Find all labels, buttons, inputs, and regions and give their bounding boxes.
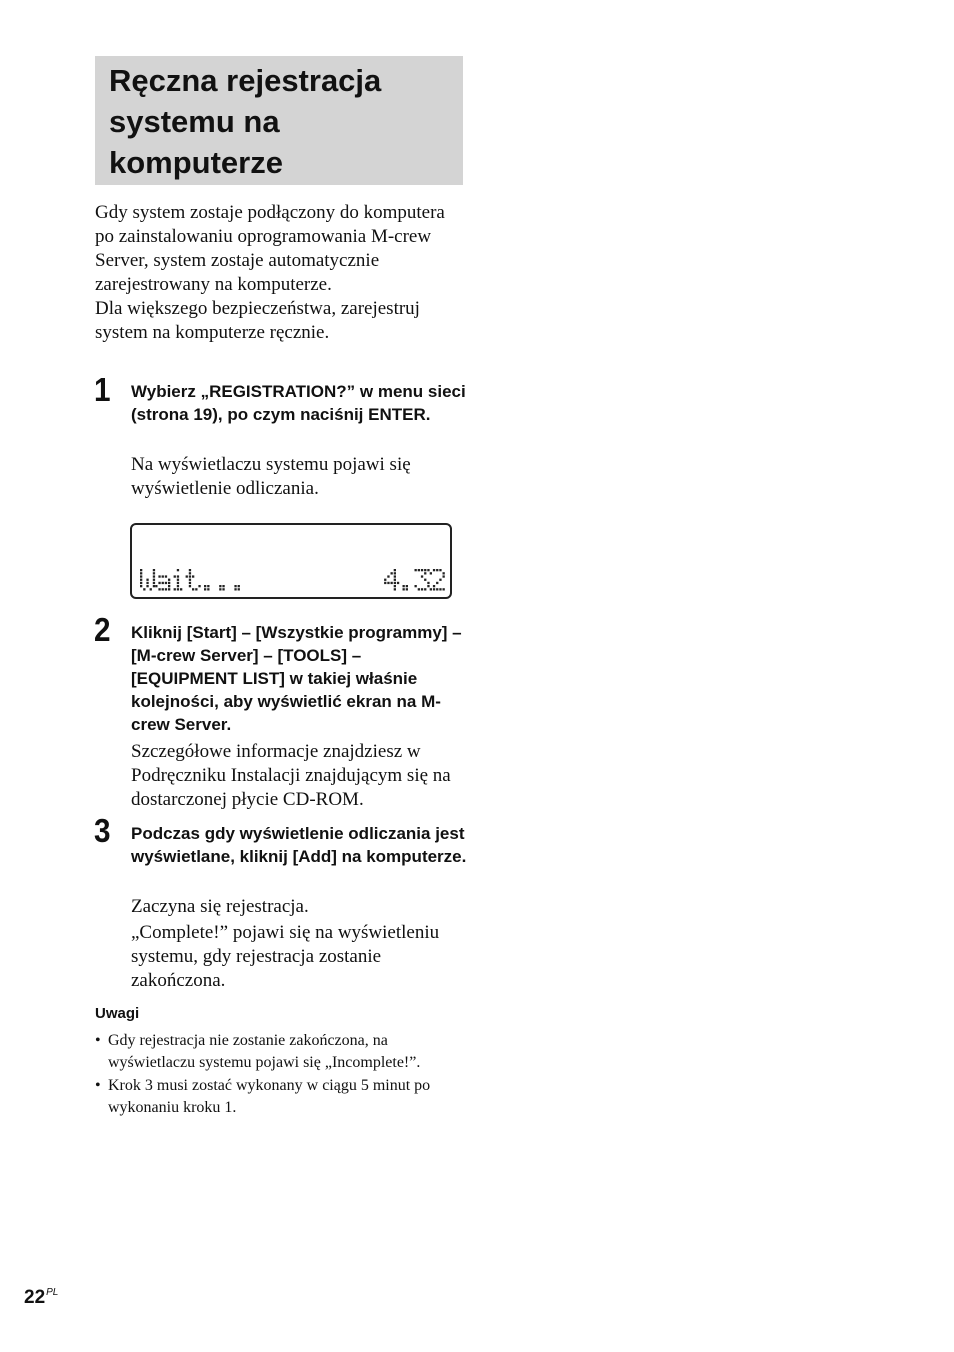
lcd-dot (421, 575, 423, 577)
lcd-right-text (384, 569, 445, 591)
lcd-dot (158, 582, 160, 584)
lcd-dot (418, 588, 420, 590)
lcd-dot (140, 572, 142, 574)
notes-title: Uwagi (95, 1005, 140, 1022)
lcd-dot (394, 579, 396, 581)
lcd-dot (146, 585, 148, 587)
lcd-dot (436, 569, 438, 571)
step-3-body-text-2: „Complete!” pojawi się na wyświetleniu systemu, gdy rejestracja zostanie zakończona. (131, 922, 440, 991)
lcd-dot (219, 585, 221, 587)
lcd-dot (394, 572, 396, 574)
lcd-dot (180, 588, 182, 590)
page-number (24, 1281, 58, 1310)
step-1-heading: Wybierz „REGISTRATION?” w menu sieci (strona 19), po czym naciśnij ENTER. (131, 382, 466, 424)
step-1-body-text: Na wyświetlaczu systemu pojawi się wyświetlenie odliczania. (131, 454, 411, 499)
lcd-dot (222, 585, 224, 587)
lcd-dot (186, 575, 188, 577)
lcd-dot (174, 575, 176, 577)
page-number-suffix: PL (46, 1287, 59, 1298)
lcd-dot (140, 579, 142, 581)
lcd-dot (384, 579, 386, 581)
lcd-dot (153, 582, 155, 584)
lcd-dot (174, 588, 176, 590)
lcd-dot (177, 588, 179, 590)
lcd-dot (403, 585, 405, 587)
lcd-dot (165, 588, 167, 590)
lcd-dot (427, 582, 429, 584)
lcd-dot (155, 585, 157, 587)
lcd-dot (192, 588, 194, 590)
lcd-dot (222, 588, 224, 590)
lcd-dot (443, 572, 445, 574)
lcd-dot (189, 585, 191, 587)
lcd-dot (439, 579, 441, 581)
lcd-dot (146, 579, 148, 581)
lcd-dot (146, 582, 148, 584)
lcd-dot (189, 579, 191, 581)
lcd-dot (192, 575, 194, 577)
lcd-dot (158, 575, 160, 577)
lcd-dot (177, 575, 179, 577)
lcd-dot (387, 582, 389, 584)
lcd-dot (391, 572, 393, 574)
lcd-dot-matrix (132, 525, 450, 597)
step-2-body-text: Szczegółowe informacje znajdziesz w Podręczniku Instalacji znajdującym się na dostarczonej płycie CD-ROM. (131, 741, 451, 810)
lcd-dot (433, 585, 435, 587)
lcd-dot (168, 588, 170, 590)
lcd-dot (219, 588, 221, 590)
lcd-dot (204, 585, 206, 587)
lcd-dot (140, 585, 142, 587)
lcd-dot (436, 588, 438, 590)
step-3-body-text-1: Zaczyna się rejestracja. (131, 896, 309, 917)
lcd-dot (234, 588, 236, 590)
lcd-dot (207, 585, 209, 587)
lcd-dot (433, 569, 435, 571)
lcd-dot (168, 579, 170, 581)
lcd-dot (427, 569, 429, 571)
lcd-display (130, 523, 452, 599)
lcd-dot (189, 582, 191, 584)
lcd-dot (140, 569, 142, 571)
step-1-body (131, 453, 471, 501)
lcd-dot (238, 585, 240, 587)
lcd-dot (177, 582, 179, 584)
lcd-dot (153, 572, 155, 574)
step-3-body (131, 895, 471, 993)
lcd-dot (439, 569, 441, 571)
lcd-dot (394, 585, 396, 587)
page-number-value: 22 (24, 1287, 46, 1308)
lcd-dot (162, 582, 164, 584)
step-3-number: 3 (94, 812, 111, 849)
lcd-dot (397, 582, 399, 584)
lcd-dot (439, 588, 441, 590)
lcd-dot (387, 575, 389, 577)
note-item-2: • Krok 3 musi zostać wykonany w ciągu 5 minut po wykonaniu kroku 1. (95, 1075, 467, 1119)
lcd-dot (189, 572, 191, 574)
step-2-number: 2 (94, 611, 111, 648)
step-1-number: 1 (94, 371, 111, 408)
lcd-dot (153, 575, 155, 577)
notes-list (95, 1030, 467, 1120)
lcd-dot (424, 588, 426, 590)
lcd-dot (153, 585, 155, 587)
lcd-dot (394, 588, 396, 590)
lcd-dot (421, 588, 423, 590)
lcd-dot (189, 569, 191, 571)
lcd-dot (391, 582, 393, 584)
lcd-dot (168, 582, 170, 584)
lcd-dot (406, 585, 408, 587)
lcd-dot (198, 585, 200, 587)
lcd-dot (430, 588, 432, 590)
lcd-dot (140, 582, 142, 584)
lcd-dot (153, 569, 155, 571)
lcd-dot (394, 575, 396, 577)
lcd-dot (384, 582, 386, 584)
lcd-dot (443, 575, 445, 577)
step-3-heading: Podczas gdy wyświetlenie odliczania jest wyświetlane, kliknij [Add] na komputerze. (131, 824, 467, 866)
lcd-dot (162, 575, 164, 577)
step-2-body (131, 740, 471, 812)
lcd-dot (168, 585, 170, 587)
lcd-dot (150, 588, 152, 590)
lcd-dot (238, 588, 240, 590)
lcd-dot (424, 572, 426, 574)
lcd-dot (207, 588, 209, 590)
lcd-dot (165, 582, 167, 584)
lcd-left-text (140, 569, 240, 591)
lcd-dot (394, 569, 396, 571)
note-item-1: • Gdy rejestracja nie zostanie zakończona, na wyświetlaczu systemu pojawi się „Incomplete!”. (95, 1030, 467, 1074)
intro-paragraph-2: Dla większego bezpieczeństwa, zarejestruj system na komputerze ręcznie. (95, 298, 420, 343)
lcd-dot (177, 579, 179, 581)
lcd-dot (165, 575, 167, 577)
lcd-dot (177, 569, 179, 571)
lcd-dot (234, 585, 236, 587)
lcd-dot (415, 585, 417, 587)
intro (95, 201, 465, 345)
lcd-dot (433, 588, 435, 590)
lcd-dot (158, 588, 160, 590)
lcd-dot (424, 569, 426, 571)
lcd-dot (394, 582, 396, 584)
lcd-dot (443, 588, 445, 590)
lcd-dot (406, 588, 408, 590)
lcd-dot (436, 582, 438, 584)
lcd-dot (403, 588, 405, 590)
intro-paragraph-1: Gdy system zostaje podłączony do komputera po zainstalowaniu oprogramowania M-crew Server, system zostaje automatycznie zarejestrowany na komputerze. (95, 202, 445, 295)
lcd-dot (204, 588, 206, 590)
lcd-dot (162, 588, 164, 590)
lcd-dot (140, 575, 142, 577)
lcd-dot (427, 585, 429, 587)
lcd-dot (430, 572, 432, 574)
lcd-dot (195, 588, 197, 590)
lcd-dot (189, 575, 191, 577)
lcd-dot (424, 579, 426, 581)
lcd-dot (153, 579, 155, 581)
lcd-dot (418, 569, 420, 571)
lcd-dot (421, 569, 423, 571)
lcd-dot (415, 569, 417, 571)
lcd-dot (143, 588, 145, 590)
title-box (95, 56, 463, 185)
step-2-heading: Kliknij [Start] – [Wszystkie programmy] – [M-crew Server] – [TOOLS] – [EQUIPMENT LIST] w takiej właśnie kolejności, aby wyświetlić ekran na M-crew Server. (131, 623, 462, 734)
lcd-dot (177, 585, 179, 587)
page-title: Ręczna rejestracja systemu na komputerze (109, 63, 382, 180)
